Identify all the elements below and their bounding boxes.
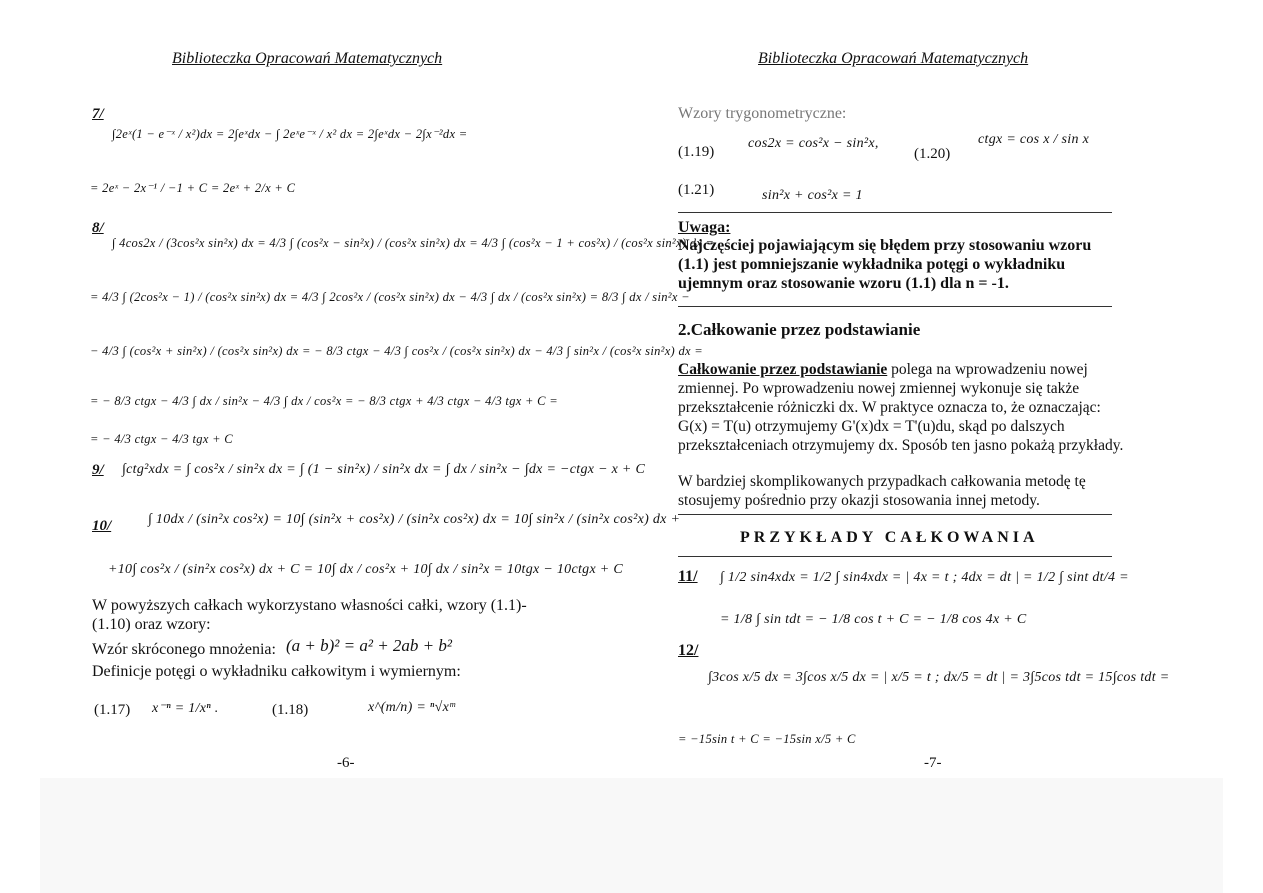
math-line: ∫3cos x/5 dx = 3∫cos x/5 dx = | x/5 = t ; dx/5 = dt | = 3∫5cos tdt = 15∫cos tdt =: [708, 670, 1170, 685]
divider: [678, 212, 1112, 213]
math-line: = 1/8 ∫ sin tdt = − 1/8 cos t + C = − 1/8 cos 4x + C: [720, 612, 1027, 627]
example-number: 12/: [678, 642, 699, 659]
math-line: = 4/3 ∫ (2cos²x − 1) / (cos²x sin²x) dx = 4/3 ∫ 2cos²x / (cos²x sin²x) dx − 4/3 ∫ dx / (cos²x sin²x) = 8/3 ∫ dx / sin²x −: [90, 290, 690, 304]
divider: [678, 306, 1112, 307]
page-header: Biblioteczka Opracowań Matematycznych: [172, 50, 443, 67]
math-line: = − 8/3 ctgx − 4/3 ∫ dx / sin²x − 4/3 ∫ dx / cos²x = − 8/3 ctgx + 4/3 ctgx − 4/3 tgx + C =: [90, 394, 558, 408]
math-line: ∫ 10dx / (sin²x cos²x) = 10∫ (sin²x + cos²x) / (sin²x cos²x) dx = 10∫ sin²x / (sin²x cos²x) dx +: [148, 512, 681, 527]
formula: x^(m/n) = ⁿ√xᵐ: [368, 700, 456, 715]
scan-bottom-margin: [40, 778, 1223, 893]
formula: sin²x + cos²x = 1: [762, 188, 863, 203]
paragraph: W powyższych całkach wykorzystano własności całki, wzory (1.1)-(1.10) oraz wzory:: [92, 597, 527, 633]
equation-label: (1.18): [272, 702, 309, 718]
example-number: 11/: [678, 568, 698, 585]
section-title: 2.Całkowanie przez podstawianie: [678, 320, 921, 339]
examples-title: PRZYKŁADY CAŁKOWANIA: [740, 529, 1039, 546]
math-line: ∫ctg²xdx = ∫ cos²x / sin²x dx = ∫ (1 − sin²x) / sin²x dx = ∫ dx / sin²x − ∫dx = −ctgx − x + C: [122, 462, 646, 477]
paragraph: W bardziej skomplikowanych przypadkach całkowania metodę tę stosujemy pośrednio przy okazji stosowania innej metody.: [678, 473, 1086, 509]
formula: cos2x = cos²x − sin²x,: [748, 136, 879, 151]
page-number: -7-: [924, 755, 942, 771]
paragraph: Definicje potęgi o wykładniku całkowitym i wymiernym:: [92, 663, 461, 680]
math-line: − 4/3 ∫ (cos²x + sin²x) / (cos²x sin²x) dx = − 8/3 ctgx − 4/3 ∫ cos²x / (cos²x sin²x) dx − 4/3 ∫ sin²x / (cos²x sin²x) dx =: [90, 344, 703, 358]
section-label: Wzory trygonometryczne:: [678, 105, 847, 122]
formula: (a + b)² = a² + 2ab + b²: [286, 636, 452, 655]
math-line: ∫2eˣ(1 − e⁻ˣ / x²)dx = 2∫eˣdx − ∫ 2eˣe⁻ˣ / x² dx = 2∫eˣdx − 2∫x⁻²dx =: [112, 127, 468, 141]
equation-label: (1.21): [678, 182, 715, 198]
math-line: ∫ 1/2 sin4xdx = 1/2 ∫ sin4xdx = | 4x = t ; 4dx = dt | = 1/2 ∫ sint dt/4 =: [720, 570, 1129, 585]
formula: x⁻ⁿ = 1/xⁿ .: [152, 701, 219, 716]
note-text: Najczęściej pojawiającym się błędem przy stosowaniu wzoru (1.1) jest pomniejszanie wykładnika potęgi o wykładniku ujemnym oraz stosowanie wzoru (1.1) dla n = -1.: [678, 237, 1092, 292]
paragraph: [678, 360, 1124, 455]
math-line: ∫ 4cos2x / (3cos²x sin²x) dx = 4/3 ∫ (cos²x − sin²x) / (cos²x sin²x) dx = 4/3 ∫ (cos²x − 1 + cos²x) / (cos²x sin²x) dx =: [112, 236, 715, 250]
note-title: Uwaga:: [678, 219, 731, 236]
page-number: -6-: [337, 755, 355, 771]
example-number: 8/: [92, 220, 104, 236]
math-line: = 2eˣ − 2x⁻¹ / −1 + C = 2eˣ + 2/x + C: [90, 181, 296, 195]
paragraph-body: polega na wprowadzeniu nowej zmiennej. Po wprowadzeniu nowej zmiennej wykonuje się także przekształcenie różniczki dx. W praktyce oznacza to, że oznaczając: G(x) = T(u) otrzymujemy G'(x)dx = T'(u)du, skąd po dalszych przekształceniach otrzymujemy dx. Sposób ten jasno pokażą przykłady.: [678, 361, 1124, 454]
equation-label: (1.19): [678, 144, 715, 160]
term: Całkowanie przez podstawianie: [678, 361, 888, 378]
formula: ctgx = cos x / sin x: [978, 132, 1090, 147]
divider: [678, 556, 1112, 557]
divider: [678, 514, 1112, 515]
right-page: [668, 0, 1170, 778]
formula-label: Wzór skróconego mnożenia:: [92, 641, 276, 658]
math-line: = − 4/3 ctgx − 4/3 tgx + C: [90, 432, 233, 446]
math-line: = −15sin t + C = −15sin x/5 + C: [678, 732, 856, 746]
equation-label: (1.20): [914, 146, 951, 162]
page-header: Biblioteczka Opracowań Matematycznych: [758, 50, 1029, 67]
math-line: +10∫ cos²x / (sin²x cos²x) dx + C = 10∫ dx / cos²x + 10∫ dx / sin²x = 10tgx − 10ctgx + C: [108, 562, 623, 577]
example-number: 9/: [92, 462, 104, 478]
equation-label: (1.17): [94, 702, 131, 718]
example-number: 10/: [92, 518, 112, 534]
example-number: 7/: [92, 106, 104, 122]
